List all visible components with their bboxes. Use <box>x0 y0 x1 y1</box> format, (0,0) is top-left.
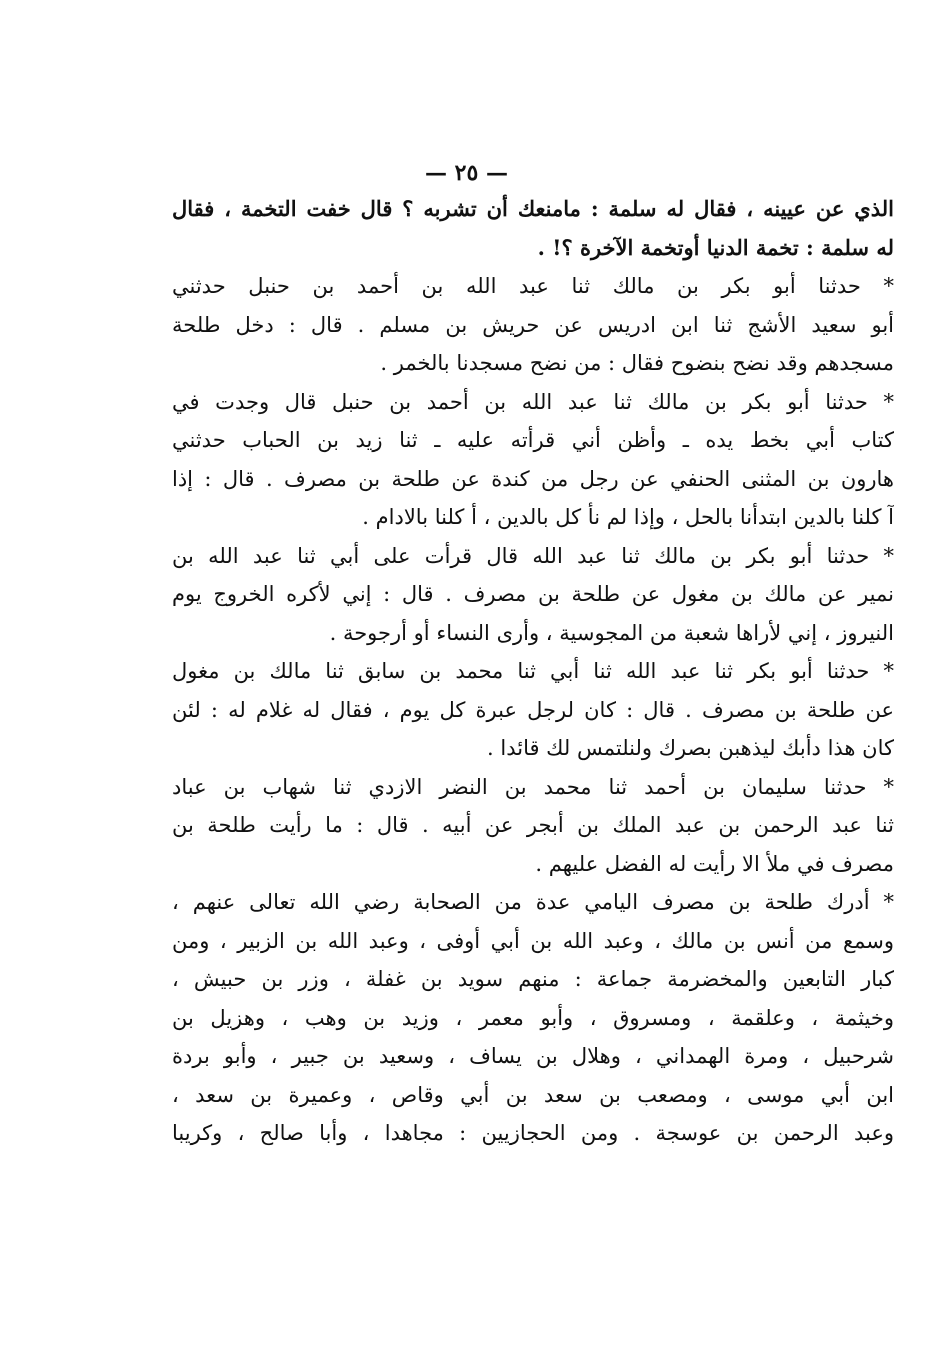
text-line: ثنا عبد الرحمن بن عبد الملك بن أبجر عن أبيه . قال : ما رأيت طلحة بن <box>172 813 894 837</box>
page-number: — ٢٥ — <box>425 160 508 186</box>
text-line: شرحبيل ، ومرة الهمداني ، وهلال بن يساف ، وسعيد بن جبير ، وأبو بردة <box>172 1044 894 1068</box>
text-line: مصرف في ملأ الا رأيت له الفضل عليهم . <box>535 851 894 876</box>
text-line: أبو سعيد الأشج ثنا ابن ادريس عن حريش بن مسلم . قال : دخل طلحة <box>172 312 894 337</box>
text-line: * أدرك طلحة بن مصرف اليامي عدة من الصحابة رضي الله تعالى عنهم ، <box>172 890 894 914</box>
text-line: النيروز ، إني لأراها شعبة من المجوسية ، وأرى النساء أو أرجوحة . <box>329 620 894 645</box>
text-line: * حدثنا أبو بكر بن مالك ثنا عبد الله بن أحمد بن حنبل قال وجدت في <box>172 389 894 414</box>
text-line: * حدثنا أبو بكر بن مالك ثنا عبد الله قال قرأت على أبي ثنا عبد الله بن <box>172 543 894 568</box>
text-line: كبار التابعين والمخضرمة جماعة : منهم سويد بن غفلة ، وزر بن حبيش ، <box>172 967 894 991</box>
text-line: * حدثنا أبو بكر ثنا عبد الله ثنا أبي ثنا محمد بن سابق ثنا مالك بن مغول <box>172 659 894 683</box>
text-line: * حدثنا أبو بكر بن مالك ثنا عبد الله بن أحمد بن حنبل حدثني <box>172 274 894 298</box>
text-line: له سلمة : تخمة الدنيا أوتخمة الآخرة ؟! . <box>537 234 894 260</box>
text-line: الذي عن عيينه ، فقال له سلمة : مامنعك أن تشربه ؟ قال خفت التخمة ، فقال <box>172 196 894 221</box>
text-line: وعبد الرحمن بن عوسجة . ومن الحجازيين : مجاهدا ، وأبا صالح ، وكريبا <box>172 1121 894 1145</box>
text-line: عن طلحة بن مصرف . قال : كان لرجل عبرة كل يوم ، فقال له غلام له : لئن <box>172 697 894 722</box>
text-line: كتاب أبي بخط يده ـ وأظن أني قرأته عليه ـ ثنا زيد بن الحباب حدثني <box>172 428 894 452</box>
text-line: وسمع من أنس بن مالك ، وعبد الله بن أبي أوفى ، وعبد الله بن الزبير ، ومن <box>172 928 894 953</box>
text-line: ابن أبي موسى ، ومصعب بن سعد بن أبي وقاص ، وعميرة بن سعد ، <box>172 1082 894 1107</box>
body-text <box>172 190 894 1153</box>
text-line: * حدثنا سليمان بن أحمد ثنا محمد بن النضر الازدي ثنا شهاب بن عباد <box>172 774 894 799</box>
text-line: آ كلنا بالدين ابتدأنا بالحل ، وإذا لم نأ كل بالدين ، أ كلنا بالادام . <box>362 505 894 529</box>
text-line: مسجدهم وقد نضح بنضوح فقال : من نضح مسجدنا بالخمر . <box>380 351 894 375</box>
text-line: كان هذا دأبك ليذهبن بصرك ولنلتمس لك قائدا . <box>487 736 894 760</box>
text-line: نمير عن مالك بن مغول عن طلحة بن مصرف . قال : إني لأكره الخروج يوم <box>172 582 894 606</box>
text-line: وخيثمة ، وعلقمة ، ومسروق ، وأبو معمر ، وزيد بن وهب ، وهزيل بن <box>172 1005 894 1030</box>
text-line: هارون بن المثنى الحنفي عن رجل من كندة عن طلحة بن مصرف . قال : إذا <box>172 466 894 491</box>
